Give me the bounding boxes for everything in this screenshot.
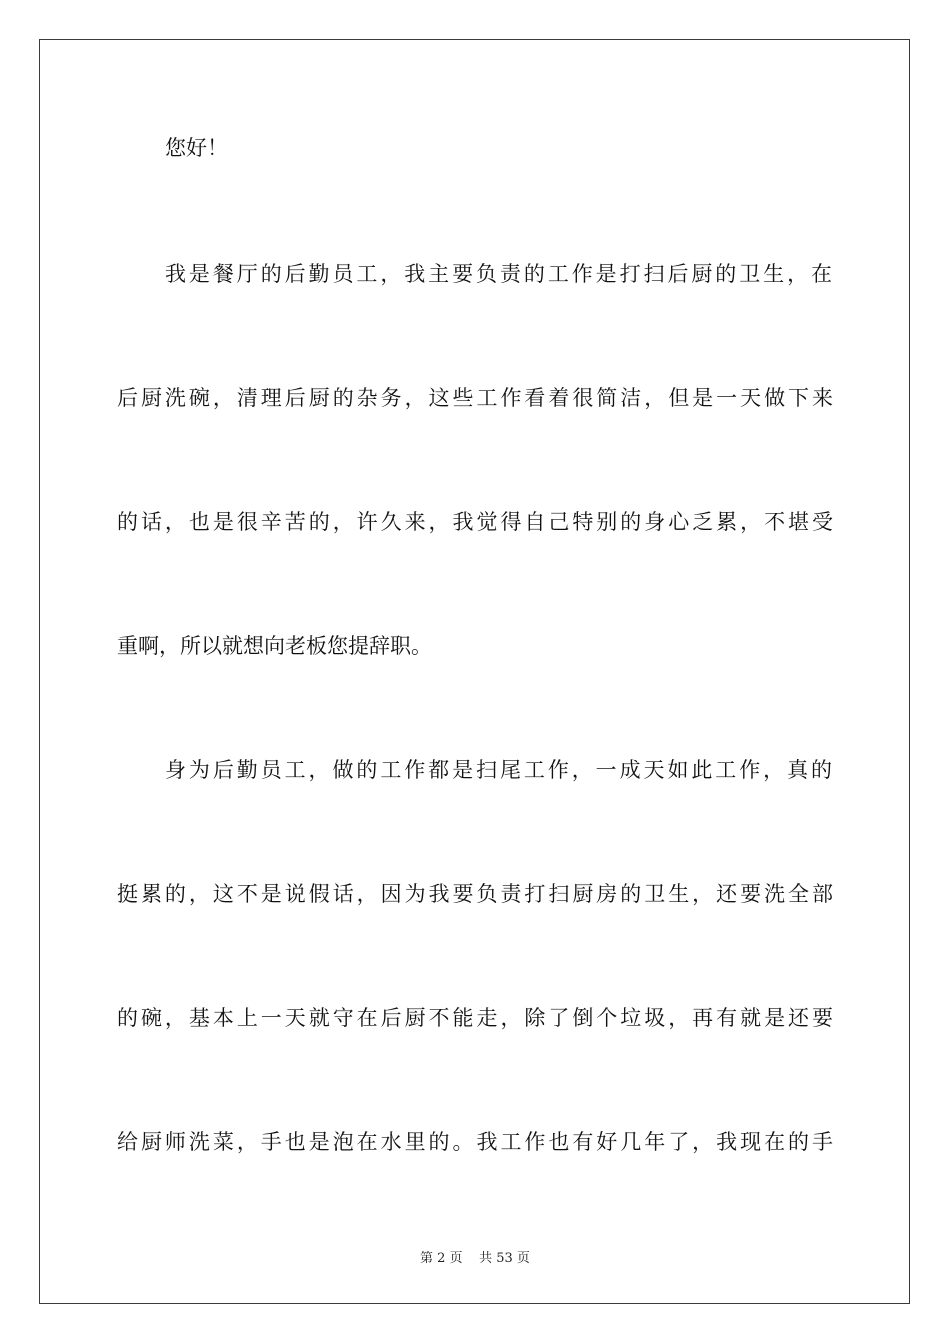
- paragraph-line: 给厨师洗菜，手也是泡在水里的。我工作也有好几年了，我现在的手: [117, 1130, 833, 1154]
- paragraph-line: 重啊，所以就想向老板您提辞职。: [117, 634, 432, 658]
- page-footer: [0, 1247, 950, 1266]
- page-frame: [39, 39, 910, 1304]
- paragraph-line: 的话，也是很辛苦的，许久来，我觉得自己特别的身心乏累，不堪受: [117, 510, 833, 534]
- page-total: 共 53 页: [479, 1251, 530, 1266]
- paragraph-line: 的碗，基本上一天就守在后厨不能走，除了倒个垃圾，再有就是还要: [117, 1006, 833, 1030]
- paragraph-line: 挺累的，这不是说假话，因为我要负责打扫厨房的卫生，还要洗全部: [117, 882, 833, 906]
- greeting-line: 您好！: [165, 136, 228, 160]
- paragraph-line: 身为后勤员工，做的工作都是扫尾工作，一成天如此工作，真的: [165, 758, 832, 782]
- page-number: 第 2 页: [420, 1251, 463, 1266]
- paragraph-line: 后厨洗碗，清理后厨的杂务，这些工作看着很简洁，但是一天做下来: [117, 386, 833, 410]
- paragraph-line: 我是餐厅的后勤员工，我主要负责的工作是打扫后厨的卫生，在: [165, 262, 832, 286]
